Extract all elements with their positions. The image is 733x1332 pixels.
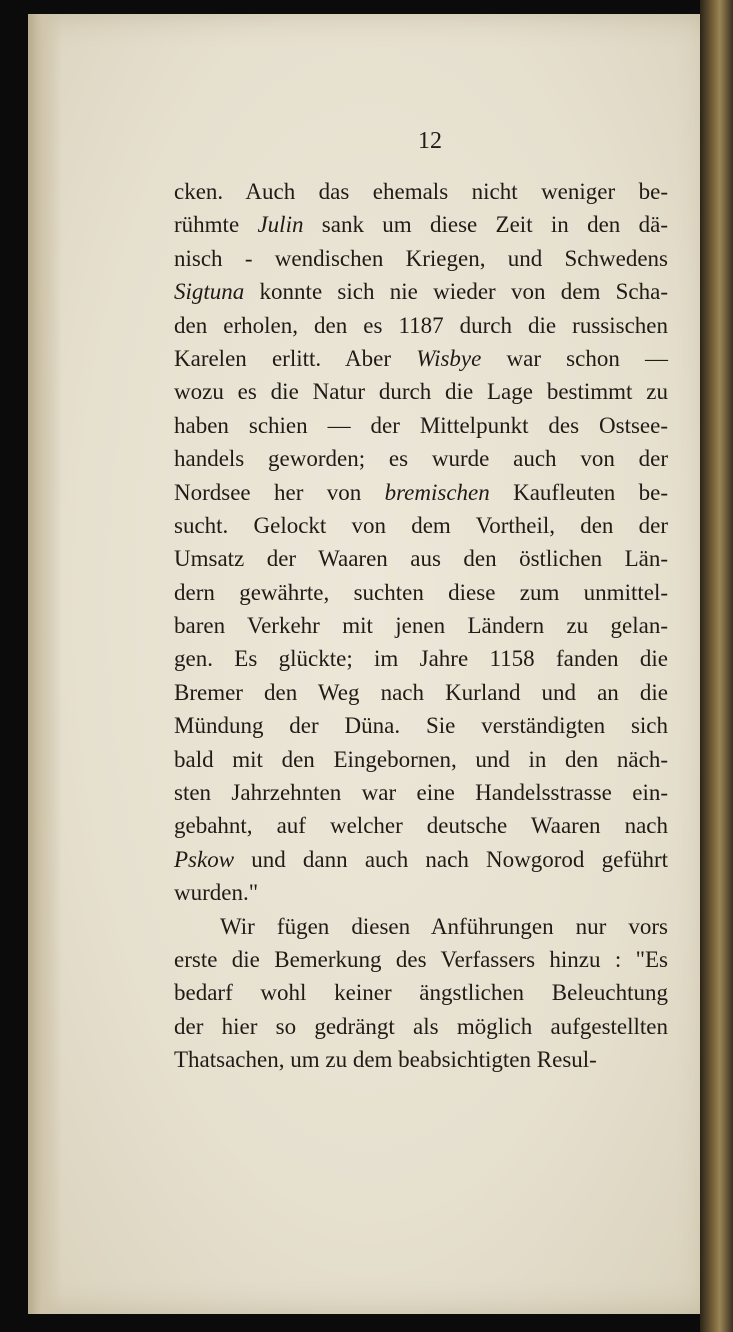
text-run: wozu es die Natur durch die Lage bestimmt zu — [174, 379, 668, 405]
text-run: erste die Bemerkung des Verfassers hinzu : "Es — [174, 946, 668, 972]
text-run: Kaufleuten be- — [489, 479, 668, 505]
text-run: cken. Auch das ehemals nicht weniger be- — [174, 179, 668, 204]
text-run: der hier so gedrängt als möglich aufgestellten — [174, 1013, 668, 1039]
text-run: konnte sich nie wieder von dem Scha- — [244, 279, 668, 305]
text-line — [174, 910, 668, 943]
text-run: baren Verkehr mit jenen Ländern zu gelan- — [174, 613, 668, 639]
text-line — [174, 743, 668, 776]
emphasized-text: Sigtuna — [174, 279, 245, 305]
text-line — [174, 275, 668, 308]
text-run: sank um diese Zeit in den dä- — [303, 212, 668, 238]
text-run: Bremer den Weg nach Kurland und an die — [174, 679, 668, 705]
text-line — [174, 409, 668, 442]
text-line — [174, 776, 668, 809]
text-line — [174, 542, 668, 575]
text-run: gen. Es glückte; im Jahre 1158 fanden die — [174, 646, 668, 672]
text-line — [174, 809, 668, 842]
text-line — [174, 309, 668, 342]
text-run: rühmte — [174, 212, 258, 238]
text-run: handels geworden; es wurde auch von der — [174, 446, 668, 472]
text-line — [174, 442, 668, 475]
emphasized-text: Wisbye — [416, 345, 482, 371]
text-line — [174, 642, 668, 675]
text-line — [174, 576, 668, 609]
text-line — [174, 342, 668, 375]
text-line — [174, 876, 668, 909]
text-run: Mündung der Düna. Sie verständigten sich — [174, 713, 668, 739]
page-number: 12 — [418, 128, 442, 154]
text-run: war schon — — [481, 345, 668, 371]
text-line — [174, 843, 668, 876]
text-line — [174, 175, 668, 208]
text-line — [174, 509, 668, 542]
text-line — [174, 375, 668, 408]
body-text — [174, 175, 668, 1077]
text-run: und dann auch nach Nowgorod geführt — [234, 846, 668, 872]
text-run: bedarf wohl keiner ängstlichen Beleuchtung — [174, 980, 668, 1006]
text-run: dern gewährte, suchten diese zum unmittel- — [174, 579, 668, 605]
text-run: Nordsee her von — [174, 479, 385, 505]
text-line — [174, 476, 668, 509]
emphasized-text: Julin — [257, 212, 304, 238]
text-line — [174, 709, 668, 742]
text-run: den erholen, den es 1187 durch die russischen — [174, 312, 668, 338]
text-line — [174, 208, 668, 241]
text-run: gebahnt, auf welcher deutsche Waaren nach — [174, 813, 668, 839]
text-run: Karelen erlitt. Aber — [174, 345, 417, 371]
text-run: Umsatz der Waaren aus den östlichen Län- — [174, 546, 668, 572]
emphasized-text: Pskow — [174, 846, 235, 872]
page-gutter-shadow — [28, 14, 62, 1314]
text-line — [174, 1043, 668, 1076]
text-run: wurden." — [174, 880, 259, 906]
text-run: Thatsachen, um zu dem beabsichtigten Resul- — [174, 1047, 597, 1073]
text-line — [174, 943, 668, 976]
text-line — [174, 1010, 668, 1043]
text-run: sten Jahrzehnten war eine Handelsstrasse ein- — [174, 780, 668, 806]
text-run: Wir fügen diesen Anführungen nur vors — [220, 913, 668, 939]
book-edge — [700, 0, 733, 1332]
text-line — [174, 976, 668, 1009]
emphasized-text: bremischen — [384, 479, 490, 505]
text-run: nisch - wendischen Kriegen, und Schwedens — [174, 245, 668, 271]
text-line — [174, 242, 668, 275]
text-run: bald mit den Eingebornen, und in den näch- — [174, 746, 668, 772]
text-run: haben schien — der Mittelpunkt des Ostsee- — [174, 412, 668, 438]
text-line — [174, 609, 668, 642]
text-line — [174, 676, 668, 709]
text-run: sucht. Gelockt von dem Vortheil, den der — [174, 512, 668, 538]
